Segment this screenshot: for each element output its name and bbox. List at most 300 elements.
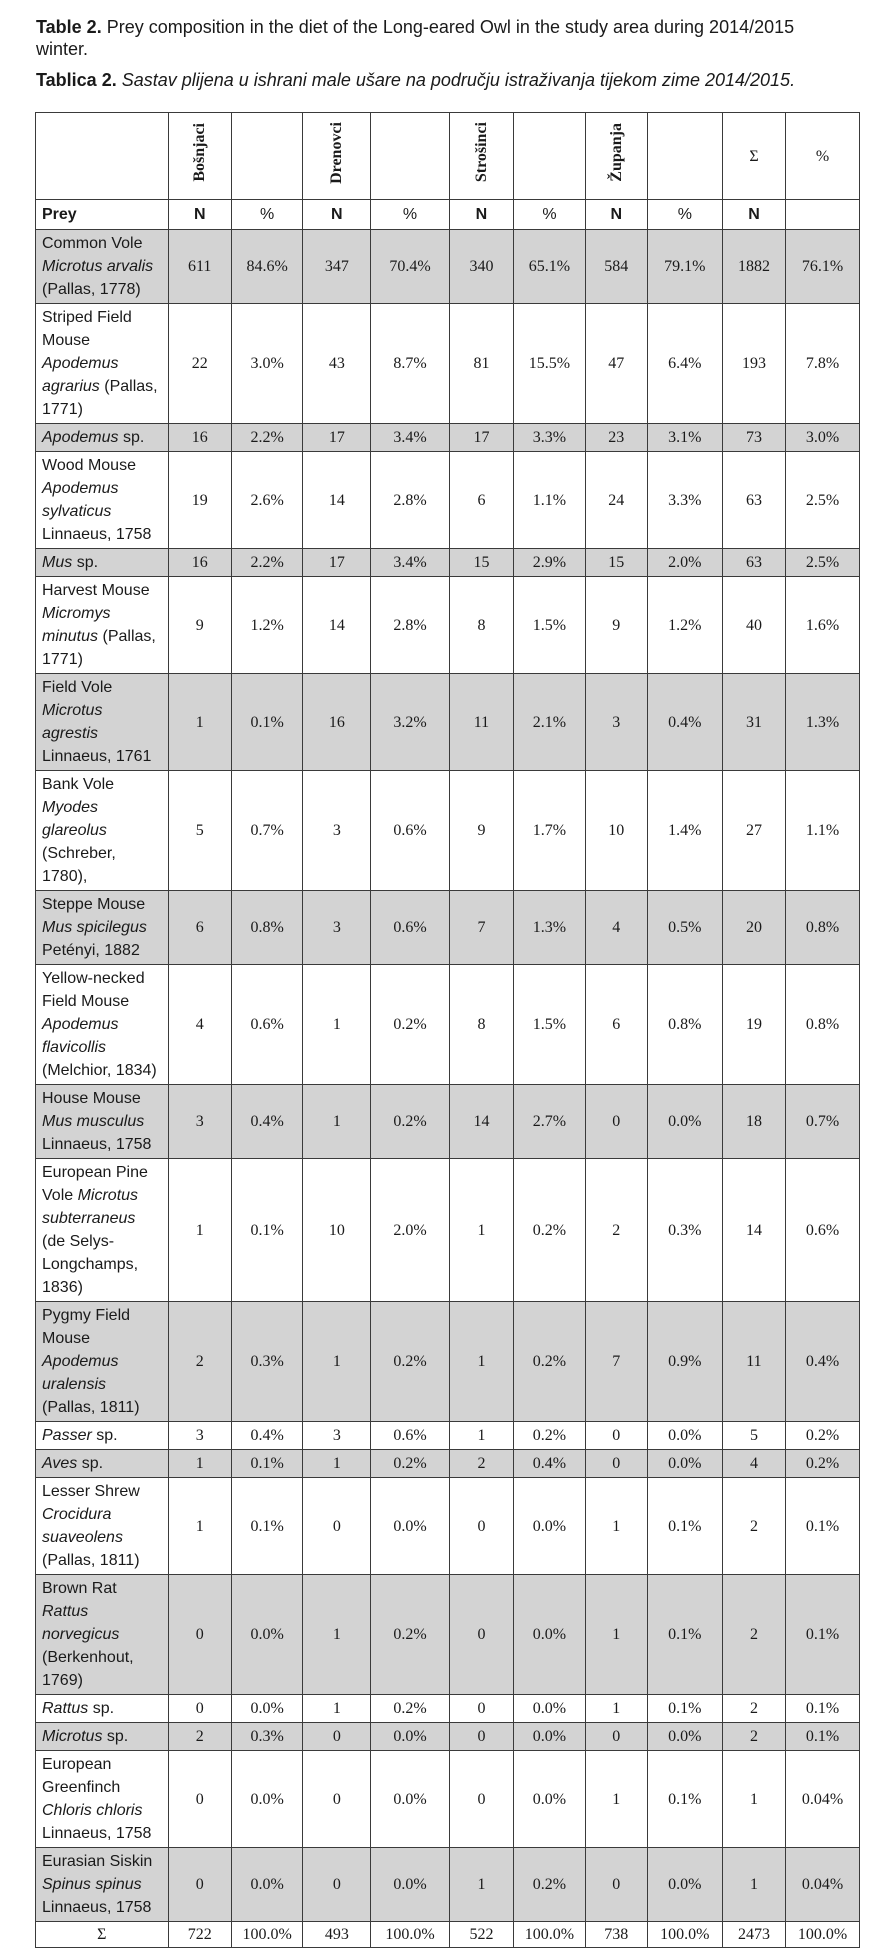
total-label: Σ (36, 1922, 169, 1948)
prey-authority: Linnaeus, 1758 (42, 1899, 152, 1916)
percent-cell: 2.0% (371, 1159, 449, 1302)
count-cell: 3 (168, 1422, 231, 1450)
table-row (36, 1695, 860, 1723)
count-cell: 3 (585, 674, 647, 771)
count-cell: 0 (168, 1751, 231, 1848)
count-cell: 1 (722, 1751, 785, 1848)
count-cell: 63 (722, 452, 785, 549)
percent-cell: 0.1% (786, 1575, 860, 1695)
header-percent-symbol: % (786, 113, 860, 200)
percent-cell: 3.1% (647, 424, 722, 452)
table-row (36, 577, 860, 674)
count-cell: 27 (722, 771, 785, 891)
count-cell: 43 (303, 304, 371, 424)
prey-authority: (Pallas, 1771) (42, 378, 158, 418)
prey-name-cell (36, 304, 169, 424)
prey-common-name: European Pine Vole (42, 1164, 148, 1204)
table-row (36, 1422, 860, 1450)
prey-name-cell (36, 1695, 169, 1723)
count-cell: 2 (722, 1695, 785, 1723)
table-row (36, 1478, 860, 1575)
table-row (36, 965, 860, 1085)
count-cell: 40 (722, 577, 785, 674)
count-cell: 2 (168, 1302, 231, 1422)
prey-common-name: Harvest Mouse (42, 582, 150, 599)
prey-authority: (Pallas, 1811) (42, 1399, 140, 1416)
count-cell: 0 (585, 1848, 647, 1922)
total-percent-cell: 100.0% (231, 1922, 302, 1948)
count-cell: 1 (303, 1695, 371, 1723)
site-label: Drenovci (328, 121, 346, 184)
percent-cell: 0.0% (514, 1751, 585, 1848)
percent-cell: 2.9% (514, 549, 585, 577)
count-cell: 22 (168, 304, 231, 424)
count-cell: 31 (722, 674, 785, 771)
percent-cell: 0.0% (647, 1085, 722, 1159)
prey-latin-name: Myodes glareolus (42, 799, 107, 839)
prey-common-name: Lesser Shrew (42, 1483, 140, 1500)
caption-english-label: Table 2. (36, 17, 102, 37)
percent-cell: 2.5% (786, 549, 860, 577)
percent-column-header: % (371, 200, 449, 230)
percent-cell: 0.1% (647, 1478, 722, 1575)
prey-name-cell (36, 1478, 169, 1575)
count-cell: 0 (168, 1695, 231, 1723)
count-cell: 2 (585, 1159, 647, 1302)
prey-name-cell (36, 1450, 169, 1478)
prey-latin-name: Mus (42, 554, 73, 571)
count-cell: 14 (303, 452, 371, 549)
table-row (36, 304, 860, 424)
percent-cell: 0.7% (231, 771, 302, 891)
percent-cell: 0.0% (647, 1848, 722, 1922)
count-cell: 1 (449, 1159, 514, 1302)
percent-cell: 2.6% (231, 452, 302, 549)
percent-cell: 1.1% (514, 452, 585, 549)
count-cell: 1 (585, 1751, 647, 1848)
prey-latin-name: Microtus (42, 1728, 103, 1745)
count-cell: 1 (168, 1478, 231, 1575)
percent-cell: 0.0% (514, 1695, 585, 1723)
caption-english-text: Prey composition in the diet of the Long-eared Owl in the study area during 2014/2015 winter. (36, 17, 795, 59)
count-cell: 1 (449, 1848, 514, 1922)
table-row (36, 1302, 860, 1422)
table-row (36, 1723, 860, 1751)
percent-cell: 0.3% (231, 1723, 302, 1751)
header-empty-cell (514, 113, 585, 200)
column-header-row (36, 200, 860, 230)
total-percent-cell: 100.0% (647, 1922, 722, 1948)
count-cell: 193 (722, 304, 785, 424)
percent-cell: 0.0% (371, 1723, 449, 1751)
prey-latin-name: Aves (42, 1455, 78, 1472)
percent-cell: 0.1% (231, 1478, 302, 1575)
count-cell: 73 (722, 424, 785, 452)
caption-croatian-label: Tablica 2. (36, 70, 117, 90)
percent-cell: 76.1% (786, 230, 860, 304)
count-cell: 340 (449, 230, 514, 304)
total-percent-cell: 100.0% (514, 1922, 585, 1948)
percent-cell: 0.0% (371, 1751, 449, 1848)
count-cell: 1882 (722, 230, 785, 304)
table-row (36, 891, 860, 965)
percent-cell: 0.0% (647, 1450, 722, 1478)
count-cell: 347 (303, 230, 371, 304)
percent-column-header: % (647, 200, 722, 230)
percent-cell: 0.4% (647, 674, 722, 771)
count-cell: 6 (449, 452, 514, 549)
count-cell: 10 (585, 771, 647, 891)
caption-english (36, 16, 851, 60)
percent-cell: 0.04% (786, 1848, 860, 1922)
count-cell: 3 (168, 1085, 231, 1159)
percent-cell: 0.0% (371, 1478, 449, 1575)
table-row (36, 424, 860, 452)
table-row (36, 1159, 860, 1302)
percent-cell: 0.1% (647, 1751, 722, 1848)
prey-latin-name: Rattus norvegicus (42, 1603, 120, 1643)
header-empty-cell (231, 113, 302, 200)
prey-name-cell (36, 1159, 169, 1302)
percent-cell: 0.4% (786, 1302, 860, 1422)
header-site-drenovci (303, 113, 371, 200)
prey-common-name: Striped Field Mouse (42, 309, 132, 349)
percent-column-header (786, 200, 860, 230)
prey-name-cell (36, 424, 169, 452)
count-cell: 0 (449, 1575, 514, 1695)
total-count-cell: 738 (585, 1922, 647, 1948)
count-cell: 2 (722, 1575, 785, 1695)
prey-latin-name: Microtus subterraneus (42, 1187, 139, 1227)
count-cell: 1 (303, 1302, 371, 1422)
percent-cell: 2.2% (231, 549, 302, 577)
percent-cell: 0.1% (231, 1159, 302, 1302)
count-cell: 81 (449, 304, 514, 424)
table-row (36, 771, 860, 891)
count-cell: 6 (585, 965, 647, 1085)
count-cell: 1 (168, 1450, 231, 1478)
percent-cell: 79.1% (647, 230, 722, 304)
header-site-strosinci (449, 113, 514, 200)
percent-cell: 15.5% (514, 304, 585, 424)
prey-latin-name: Crocidura suaveolens (42, 1506, 123, 1546)
count-cell: 3 (303, 771, 371, 891)
prey-authority: (de Selys-Longchamps, 1836) (42, 1233, 139, 1296)
count-cell: 16 (168, 424, 231, 452)
prey-authority: sp. (81, 1455, 104, 1472)
count-cell: 0 (449, 1478, 514, 1575)
count-cell: 63 (722, 549, 785, 577)
count-cell: 4 (585, 891, 647, 965)
percent-cell: 2.0% (647, 549, 722, 577)
count-cell: 24 (585, 452, 647, 549)
count-cell: 1 (303, 1085, 371, 1159)
count-cell: 11 (449, 674, 514, 771)
count-cell: 14 (303, 577, 371, 674)
prey-name-cell (36, 1085, 169, 1159)
percent-cell: 0.6% (231, 965, 302, 1085)
percent-cell: 0.7% (786, 1085, 860, 1159)
prey-authority: sp. (92, 1700, 115, 1717)
prey-common-name: Bank Vole (42, 776, 115, 793)
count-cell: 11 (722, 1302, 785, 1422)
percent-cell: 0.0% (231, 1848, 302, 1922)
prey-latin-name: Mus spicilegus (42, 919, 147, 936)
count-cell: 4 (722, 1450, 785, 1478)
table-row (36, 1450, 860, 1478)
percent-cell: 0.0% (371, 1848, 449, 1922)
percent-cell: 0.1% (786, 1695, 860, 1723)
count-cell: 9 (585, 577, 647, 674)
percent-cell: 3.0% (786, 424, 860, 452)
header-empty-cell (371, 113, 449, 200)
prey-authority: (Pallas, 1811) (42, 1552, 140, 1569)
count-cell: 7 (585, 1302, 647, 1422)
count-cell: 16 (168, 549, 231, 577)
header-site-bosnjaci (168, 113, 231, 200)
count-cell: 0 (585, 1085, 647, 1159)
prey-authority: sp. (122, 429, 145, 446)
prey-authority: Linnaeus, 1761 (42, 748, 152, 765)
percent-cell: 0.6% (371, 891, 449, 965)
percent-cell: 3.4% (371, 424, 449, 452)
count-cell: 2 (449, 1450, 514, 1478)
count-cell: 3 (303, 1422, 371, 1450)
prey-latin-name: Spinus spinus (42, 1876, 142, 1893)
prey-common-name: Yellow-necked Field Mouse (42, 970, 145, 1010)
percent-cell: 0.2% (371, 1695, 449, 1723)
prey-common-name: Steppe Mouse (42, 896, 146, 913)
count-cell: 3 (303, 891, 371, 965)
count-cell: 15 (449, 549, 514, 577)
percent-cell: 1.2% (647, 577, 722, 674)
prey-composition-table (35, 112, 860, 1948)
count-cell: 5 (722, 1422, 785, 1450)
percent-cell: 3.3% (647, 452, 722, 549)
percent-cell: 1.4% (647, 771, 722, 891)
total-row (36, 1922, 860, 1948)
percent-cell: 0.8% (786, 965, 860, 1085)
prey-common-name: Eurasian Siskin (42, 1853, 153, 1870)
percent-cell: 1.7% (514, 771, 585, 891)
prey-name-cell (36, 1575, 169, 1695)
percent-cell: 0.2% (786, 1450, 860, 1478)
count-cell: 9 (168, 577, 231, 674)
percent-cell: 0.0% (231, 1751, 302, 1848)
percent-cell: 7.8% (786, 304, 860, 424)
table-row (36, 452, 860, 549)
count-cell: 19 (168, 452, 231, 549)
percent-cell: 0.1% (231, 1450, 302, 1478)
percent-cell: 0.0% (514, 1575, 585, 1695)
percent-cell: 65.1% (514, 230, 585, 304)
prey-latin-name: Micromys minutus (42, 605, 111, 645)
prey-column-header: Prey (36, 200, 169, 230)
count-cell: 1 (168, 674, 231, 771)
prey-authority: sp. (106, 1728, 129, 1745)
percent-cell: 1.3% (786, 674, 860, 771)
count-cell: 2 (722, 1478, 785, 1575)
prey-latin-name: Apodemus sylvaticus (42, 480, 119, 520)
percent-cell: 1.5% (514, 577, 585, 674)
percent-cell: 0.2% (514, 1848, 585, 1922)
percent-cell: 1.6% (786, 577, 860, 674)
total-percent-cell: 100.0% (371, 1922, 449, 1948)
count-cell: 0 (303, 1848, 371, 1922)
count-cell: 16 (303, 674, 371, 771)
count-cell: 14 (449, 1085, 514, 1159)
total-count-cell: 2473 (722, 1922, 785, 1948)
percent-cell: 8.7% (371, 304, 449, 424)
prey-common-name: Common Vole (42, 235, 143, 252)
count-cell: 0 (585, 1422, 647, 1450)
prey-latin-name: Microtus agrestis (42, 702, 103, 742)
percent-cell: 0.5% (647, 891, 722, 965)
percent-cell: 0.6% (371, 771, 449, 891)
site-header-row (36, 113, 860, 200)
count-cell: 8 (449, 577, 514, 674)
percent-cell: 0.3% (647, 1159, 722, 1302)
count-cell: 1 (722, 1848, 785, 1922)
percent-cell: 0.2% (514, 1302, 585, 1422)
count-cell: 0 (168, 1575, 231, 1695)
prey-name-cell (36, 1302, 169, 1422)
percent-cell: 0.0% (514, 1478, 585, 1575)
caption-croatian-text: Sastav plijena u ishrani male ušare na području istraživanja tijekom zime 2014/2015. (116, 70, 796, 90)
count-cell: 1 (449, 1422, 514, 1450)
percent-cell: 70.4% (371, 230, 449, 304)
count-cell: 0 (168, 1848, 231, 1922)
prey-authority: (Pallas, 1778) (42, 281, 141, 298)
percent-cell: 0.3% (231, 1302, 302, 1422)
count-cell: 5 (168, 771, 231, 891)
percent-cell: 2.1% (514, 674, 585, 771)
percent-cell: 0.9% (647, 1302, 722, 1422)
prey-name-cell (36, 674, 169, 771)
count-cell: 1 (585, 1478, 647, 1575)
total-count-cell: 722 (168, 1922, 231, 1948)
n-column-header: N (449, 200, 514, 230)
prey-latin-name: Mus musculus (42, 1113, 145, 1130)
percent-cell: 0.2% (371, 965, 449, 1085)
percent-cell: 0.2% (786, 1422, 860, 1450)
count-cell: 584 (585, 230, 647, 304)
percent-cell: 0.4% (231, 1085, 302, 1159)
count-cell: 0 (303, 1478, 371, 1575)
prey-name-cell (36, 230, 169, 304)
count-cell: 1 (585, 1695, 647, 1723)
prey-common-name: Brown Rat (42, 1580, 117, 1597)
header-empty-cell (36, 113, 169, 200)
prey-authority: Linnaeus, 1758 (42, 526, 152, 543)
percent-cell: 0.2% (371, 1450, 449, 1478)
count-cell: 0 (449, 1723, 514, 1751)
prey-authority: sp. (76, 554, 99, 571)
prey-authority: (Pallas, 1771) (42, 628, 156, 668)
percent-cell: 0.1% (786, 1478, 860, 1575)
prey-latin-name: Apodemus (42, 429, 119, 446)
header-empty-cell (647, 113, 722, 200)
prey-authority: (Schreber, 1780), (42, 845, 116, 885)
count-cell: 10 (303, 1159, 371, 1302)
percent-cell: 0.0% (514, 1723, 585, 1751)
percent-cell: 0.2% (514, 1159, 585, 1302)
percent-cell: 0.2% (371, 1085, 449, 1159)
prey-authority: Petényi, 1882 (42, 942, 140, 959)
percent-cell: 0.6% (786, 1159, 860, 1302)
count-cell: 18 (722, 1085, 785, 1159)
percent-cell: 0.1% (647, 1575, 722, 1695)
prey-name-cell (36, 549, 169, 577)
total-count-cell: 493 (303, 1922, 371, 1948)
table-row (36, 1085, 860, 1159)
percent-cell: 1.1% (786, 771, 860, 891)
count-cell: 4 (168, 965, 231, 1085)
prey-name-cell (36, 1751, 169, 1848)
prey-common-name: Field Vole (42, 679, 113, 696)
percent-cell: 1.3% (514, 891, 585, 965)
count-cell: 19 (722, 965, 785, 1085)
prey-latin-name: Passer (42, 1427, 92, 1444)
count-cell: 611 (168, 230, 231, 304)
table-row (36, 1848, 860, 1922)
table-row (36, 230, 860, 304)
percent-cell: 1.2% (231, 577, 302, 674)
prey-common-name: Pygmy Field Mouse (42, 1307, 131, 1347)
total-count-cell: 522 (449, 1922, 514, 1948)
count-cell: 9 (449, 771, 514, 891)
count-cell: 15 (585, 549, 647, 577)
percent-cell: 3.2% (371, 674, 449, 771)
percent-cell: 2.7% (514, 1085, 585, 1159)
count-cell: 1 (168, 1159, 231, 1302)
count-cell: 0 (449, 1751, 514, 1848)
percent-cell: 0.0% (647, 1723, 722, 1751)
count-cell: 23 (585, 424, 647, 452)
percent-cell: 0.04% (786, 1751, 860, 1848)
prey-common-name: Wood Mouse (42, 457, 136, 474)
n-column-header: N (168, 200, 231, 230)
percent-cell: 0.1% (647, 1695, 722, 1723)
count-cell: 1 (303, 965, 371, 1085)
percent-cell: 2.8% (371, 577, 449, 674)
percent-cell: 0.6% (371, 1422, 449, 1450)
count-cell: 17 (303, 549, 371, 577)
count-cell: 0 (303, 1751, 371, 1848)
percent-cell: 0.4% (231, 1422, 302, 1450)
table-row (36, 1575, 860, 1695)
prey-name-cell (36, 1723, 169, 1751)
percent-cell: 0.0% (647, 1422, 722, 1450)
table-row (36, 674, 860, 771)
prey-latin-name: Chloris chloris (42, 1802, 143, 1819)
percent-cell: 0.2% (371, 1302, 449, 1422)
prey-name-cell (36, 771, 169, 891)
prey-name-cell (36, 1848, 169, 1922)
count-cell: 1 (585, 1575, 647, 1695)
table-row (36, 1751, 860, 1848)
percent-cell: 3.4% (371, 549, 449, 577)
count-cell: 2 (168, 1723, 231, 1751)
percent-cell: 6.4% (647, 304, 722, 424)
percent-cell: 0.8% (647, 965, 722, 1085)
caption-croatian (36, 69, 851, 91)
percent-cell: 0.1% (786, 1723, 860, 1751)
prey-name-cell (36, 891, 169, 965)
count-cell: 6 (168, 891, 231, 965)
prey-name-cell (36, 965, 169, 1085)
count-cell: 0 (585, 1450, 647, 1478)
